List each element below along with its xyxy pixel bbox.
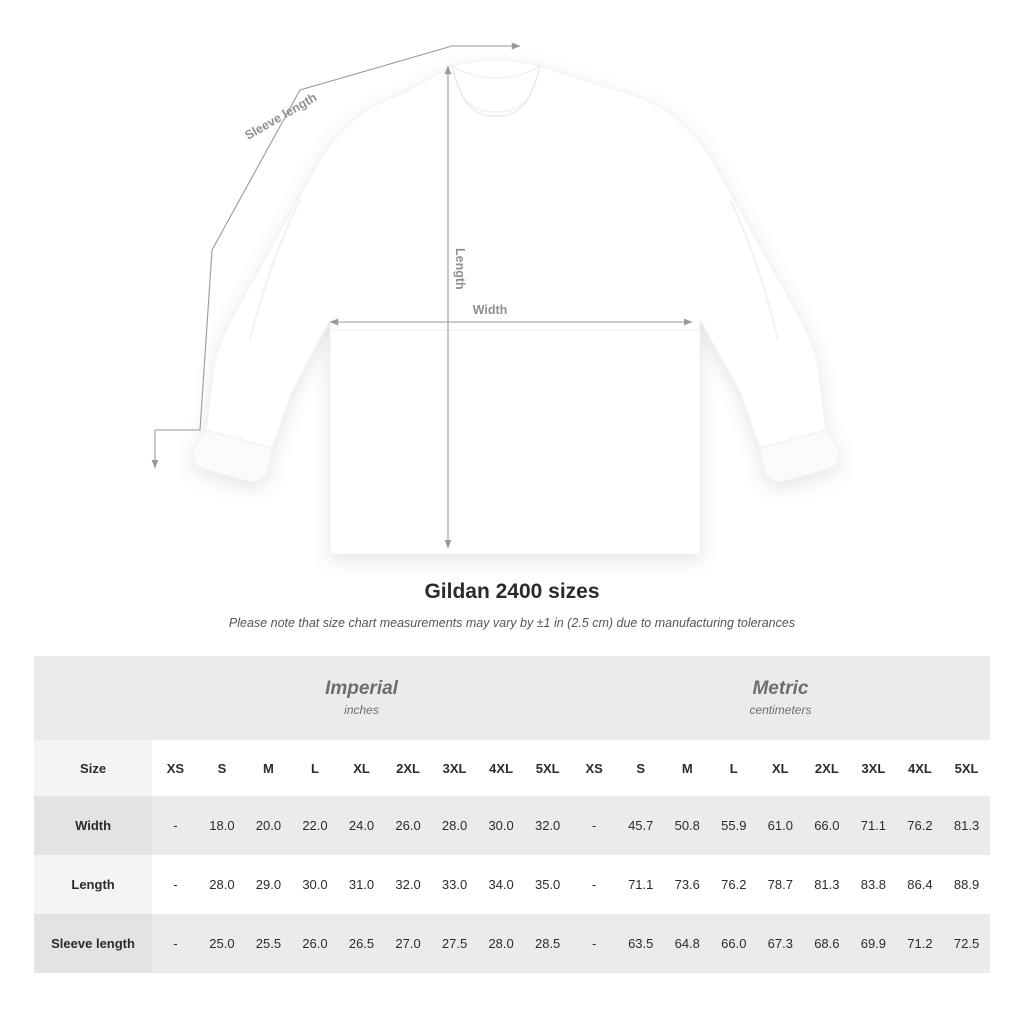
size-col-imperial-4xl: 4XL [478,740,525,796]
cell-sleeve-metric-3xl: 69.9 [850,914,897,973]
cell-sleeve-imperial-5xl: 28.5 [524,914,571,973]
group-imperial-title: Imperial [325,678,398,700]
size-col-metric-l: L [711,740,758,796]
cell-width-imperial-l: 22.0 [292,796,339,855]
cell-width-imperial-2xl: 26.0 [385,796,432,855]
cell-length-metric-5xl: 88.9 [943,855,990,914]
cell-length-imperial-xl: 31.0 [338,855,385,914]
cell-length-metric-l: 76.2 [711,855,758,914]
cell-length-imperial-xs: - [152,855,199,914]
cell-length-metric-m: 73.6 [664,855,711,914]
size-col-imperial-2xl: 2XL [385,740,432,796]
size-col-imperial-3xl: 3XL [431,740,478,796]
cell-sleeve-imperial-3xl: 27.5 [431,914,478,973]
cell-width-imperial-m: 20.0 [245,796,292,855]
size-col-metric-xl: XL [757,740,804,796]
cell-length-metric-2xl: 81.3 [804,855,851,914]
cell-sleeve-imperial-l: 26.0 [292,914,339,973]
size-col-metric-4xl: 4XL [897,740,944,796]
cell-width-metric-s: 45.7 [617,796,664,855]
cell-sleeve-imperial-2xl: 27.0 [385,914,432,973]
table-row [34,855,990,914]
cell-sleeve-imperial-m: 25.5 [245,914,292,973]
cell-length-imperial-m: 29.0 [245,855,292,914]
cell-sleeve-metric-xl: 67.3 [757,914,804,973]
group-metric [571,656,990,740]
cell-width-imperial-xs: - [152,796,199,855]
size-col-metric-xs: XS [571,740,618,796]
cell-sleeve-metric-xs: - [571,914,618,973]
row-label-width: Width [34,796,152,855]
group-imperial-unit: inches [344,702,379,717]
cell-width-imperial-s: 18.0 [199,796,246,855]
sleeve-length-label: Sleeve length [242,90,320,143]
cell-sleeve-metric-l: 66.0 [711,914,758,973]
cell-width-metric-xl: 61.0 [757,796,804,855]
cell-width-metric-m: 50.8 [664,796,711,855]
size-col-metric-s: S [617,740,664,796]
cell-length-imperial-4xl: 34.0 [478,855,525,914]
cell-width-metric-4xl: 76.2 [897,796,944,855]
width-label: Width [472,303,508,317]
cell-width-imperial-4xl: 30.0 [478,796,525,855]
size-table-container [34,656,990,973]
cell-sleeve-metric-m: 64.8 [664,914,711,973]
cell-sleeve-metric-s: 63.5 [617,914,664,973]
cell-width-metric-xs: - [571,796,618,855]
cell-length-metric-3xl: 83.8 [850,855,897,914]
size-col-imperial-xs: XS [152,740,199,796]
cell-width-metric-5xl: 81.3 [943,796,990,855]
size-col-imperial-s: S [199,740,246,796]
cell-sleeve-metric-5xl: 72.5 [943,914,990,973]
length-label: Length [453,248,467,290]
size-col-metric-2xl: 2XL [804,740,851,796]
tolerance-note: Please note that size chart measurements may vary by ±1 in (2.5 cm) due to manufacturing tolerances [228,616,796,630]
group-row-spacer [34,656,152,740]
size-table [34,656,990,973]
unit-group-row [34,656,990,740]
shirt-shape [192,60,839,554]
cell-width-imperial-5xl: 32.0 [524,796,571,855]
cell-sleeve-imperial-4xl: 28.0 [478,914,525,973]
size-header-row [34,740,990,796]
size-col-imperial-l: L [292,740,339,796]
size-header-label: Size [34,740,152,796]
cell-length-imperial-l: 30.0 [292,855,339,914]
table-row [34,796,990,855]
cell-length-imperial-2xl: 32.0 [385,855,432,914]
cell-sleeve-imperial-xl: 26.5 [338,914,385,973]
group-imperial [152,656,571,740]
group-metric-unit: centimeters [749,702,812,717]
cell-length-imperial-s: 28.0 [199,855,246,914]
page-title: Gildan 2400 sizes [424,580,600,603]
cell-width-imperial-xl: 24.0 [338,796,385,855]
table-row [34,914,990,973]
size-col-metric-5xl: 5XL [943,740,990,796]
cell-width-metric-2xl: 66.0 [804,796,851,855]
cell-width-imperial-3xl: 28.0 [431,796,478,855]
cell-width-metric-3xl: 71.1 [850,796,897,855]
group-metric-title: Metric [752,678,809,700]
cell-sleeve-metric-2xl: 68.6 [804,914,851,973]
cell-length-imperial-3xl: 33.0 [431,855,478,914]
cell-length-metric-s: 71.1 [617,855,664,914]
size-col-metric-3xl: 3XL [850,740,897,796]
cell-width-metric-l: 55.9 [711,796,758,855]
row-label-sleeve-length: Sleeve length [34,914,152,973]
cell-length-metric-xl: 78.7 [757,855,804,914]
size-col-metric-m: M [664,740,711,796]
cell-length-metric-xs: - [571,855,618,914]
size-col-imperial-xl: XL [338,740,385,796]
cell-length-imperial-5xl: 35.0 [524,855,571,914]
cell-sleeve-metric-4xl: 71.2 [897,914,944,973]
cell-sleeve-imperial-s: 25.0 [199,914,246,973]
cell-sleeve-imperial-xs: - [152,914,199,973]
row-label-length: Length [34,855,152,914]
size-col-imperial-m: M [245,740,292,796]
cell-length-metric-4xl: 86.4 [897,855,944,914]
size-col-imperial-5xl: 5XL [524,740,571,796]
